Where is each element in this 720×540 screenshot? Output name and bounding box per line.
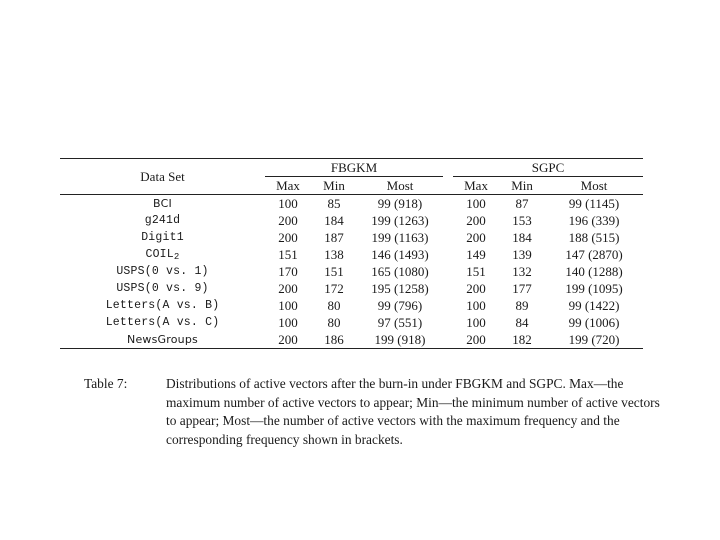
- sgpc-max-cell: 100: [466, 298, 486, 313]
- col-fbgkm-max: Max: [265, 177, 311, 195]
- sgpc-max-cell: 200: [466, 230, 486, 245]
- dataset-name-text: USPS(0 vs. 1): [116, 265, 209, 278]
- sgpc-min-cell: 89: [515, 298, 529, 313]
- sgpc-most-cell: 99 (1145): [568, 196, 620, 211]
- table-row: [60, 229, 643, 246]
- table-row: [60, 314, 643, 331]
- fbgkm-most-cell: 165 (1080): [371, 264, 429, 279]
- col-fbgkm-most: Most: [357, 177, 443, 195]
- fbgkm-most-cell: 199 (1163): [371, 230, 429, 245]
- dataset-name-text: Letters(A vs. C): [105, 316, 220, 329]
- fbgkm-min-cell: 85: [327, 196, 341, 211]
- fbgkm-min-cell: 184: [324, 213, 344, 228]
- sgpc-max-cell: 100: [466, 315, 486, 330]
- sgpc-most-cell: 99 (1006): [568, 315, 620, 330]
- table-caption: [84, 375, 664, 449]
- group-fbgkm-label: FBGKM: [330, 160, 378, 175]
- sgpc-min-cell: 177: [512, 281, 532, 296]
- table-row: [60, 331, 643, 349]
- dataset-header: Data Set: [60, 159, 265, 195]
- fbgkm-max-cell: 100: [278, 315, 298, 330]
- sgpc-most-cell: 188 (515): [568, 230, 620, 245]
- dataset-name-subscript: 2: [173, 252, 180, 262]
- group-sgpc-label: SGPC: [531, 160, 565, 175]
- fbgkm-max-cell: 100: [278, 298, 298, 313]
- group-header-row: [60, 159, 643, 177]
- dataset-name: [60, 297, 265, 314]
- fbgkm-most-cell: 97 (551): [377, 315, 423, 330]
- dataset-name: [60, 280, 265, 297]
- col-sgpc-most: Most: [545, 177, 643, 195]
- sgpc-min-cell: 182: [499, 331, 545, 349]
- fbgkm-most-cell: 199 (1263): [371, 213, 429, 228]
- dataset-name-text: COIL: [145, 248, 174, 261]
- sgpc-most-cell: 199 (1095): [565, 281, 623, 296]
- sgpc-max-cell: 100: [466, 196, 486, 211]
- fbgkm-most-cell: 146 (1493): [371, 247, 429, 262]
- sgpc-most-cell: 140 (1288): [565, 264, 623, 279]
- sgpc-most-cell: 99 (1422): [568, 298, 620, 313]
- fbgkm-max-cell: 200: [278, 281, 298, 296]
- dataset-name: [60, 263, 265, 280]
- sgpc-most-cell: 147 (2870): [565, 247, 623, 262]
- sgpc-min-cell: 87: [515, 196, 529, 211]
- col-fbgkm-min: Min: [311, 177, 357, 195]
- caption-text: Distributions of active vectors after the burn-in under FBGKM and SGPC. Max—the maximum number of active vectors to appear; Min—the minimum number of active vectors to appear; Most—the number of active vectors with the maximum frequency and the corresponding frequency shown in brackets.: [166, 376, 660, 447]
- dataset-name-text: Letters(A vs. B): [105, 299, 220, 312]
- dataset-name: [60, 212, 265, 229]
- fbgkm-min-cell: 186: [311, 331, 357, 349]
- sgpc-min-cell: 84: [515, 315, 529, 330]
- dataset-name-text: USPS(0 vs. 9): [116, 282, 209, 295]
- sgpc-min-cell: 153: [512, 213, 532, 228]
- table-row: [60, 297, 643, 314]
- fbgkm-min-cell: 172: [324, 281, 344, 296]
- fbgkm-max-cell: 170: [278, 264, 298, 279]
- sgpc-min-cell: 139: [512, 247, 532, 262]
- fbgkm-max-cell: 200: [278, 230, 298, 245]
- fbgkm-min-cell: 151: [324, 264, 344, 279]
- dataset-name-text: NewsGroups: [127, 333, 198, 346]
- sgpc-max-cell: 200: [466, 213, 486, 228]
- sgpc-most-cell: 196 (339): [568, 213, 620, 228]
- col-sgpc-max: Max: [453, 177, 499, 195]
- sgpc-max-cell: 149: [466, 247, 486, 262]
- group-header-sgpc: [453, 159, 643, 177]
- dataset-name: [60, 331, 265, 349]
- sgpc-min-cell: 184: [512, 230, 532, 245]
- sgpc-max-cell: 151: [466, 264, 486, 279]
- table-row: [60, 195, 643, 213]
- dataset-name-text: Digit1: [141, 231, 184, 244]
- table-row: [60, 263, 643, 280]
- dataset-name-text: BCI: [153, 197, 172, 210]
- caption-label: Table 7:: [84, 376, 128, 391]
- results-table-container: [60, 158, 643, 349]
- dataset-name: [60, 246, 265, 263]
- dataset-name: [60, 229, 265, 246]
- fbgkm-min-cell: 187: [324, 230, 344, 245]
- table-row: [60, 212, 643, 229]
- dataset-name: [60, 314, 265, 331]
- sgpc-min-cell: 132: [512, 264, 532, 279]
- fbgkm-most-cell: 199 (918): [357, 331, 443, 349]
- fbgkm-most-cell: 99 (796): [377, 298, 423, 313]
- results-table: [60, 158, 643, 349]
- fbgkm-min-cell: 138: [324, 247, 344, 262]
- dataset-name-text: g241d: [144, 214, 181, 227]
- dataset-name: [60, 195, 265, 213]
- fbgkm-max-cell: 200: [278, 213, 298, 228]
- fbgkm-max-cell: 100: [278, 196, 298, 211]
- sgpc-max-cell: 200: [453, 331, 499, 349]
- group-header-fbgkm: [265, 159, 443, 177]
- fbgkm-most-cell: 99 (918): [377, 196, 423, 211]
- sgpc-most-cell: 199 (720): [545, 331, 643, 349]
- table-row: [60, 246, 643, 263]
- fbgkm-min-cell: 80: [327, 298, 341, 313]
- table-row: [60, 280, 643, 297]
- sgpc-max-cell: 200: [466, 281, 486, 296]
- col-sgpc-min: Min: [499, 177, 545, 195]
- fbgkm-most-cell: 195 (1258): [371, 281, 429, 296]
- fbgkm-max-cell: 151: [278, 247, 298, 262]
- fbgkm-min-cell: 80: [327, 315, 341, 330]
- table-body: [60, 195, 643, 349]
- fbgkm-max-cell: 200: [265, 331, 311, 349]
